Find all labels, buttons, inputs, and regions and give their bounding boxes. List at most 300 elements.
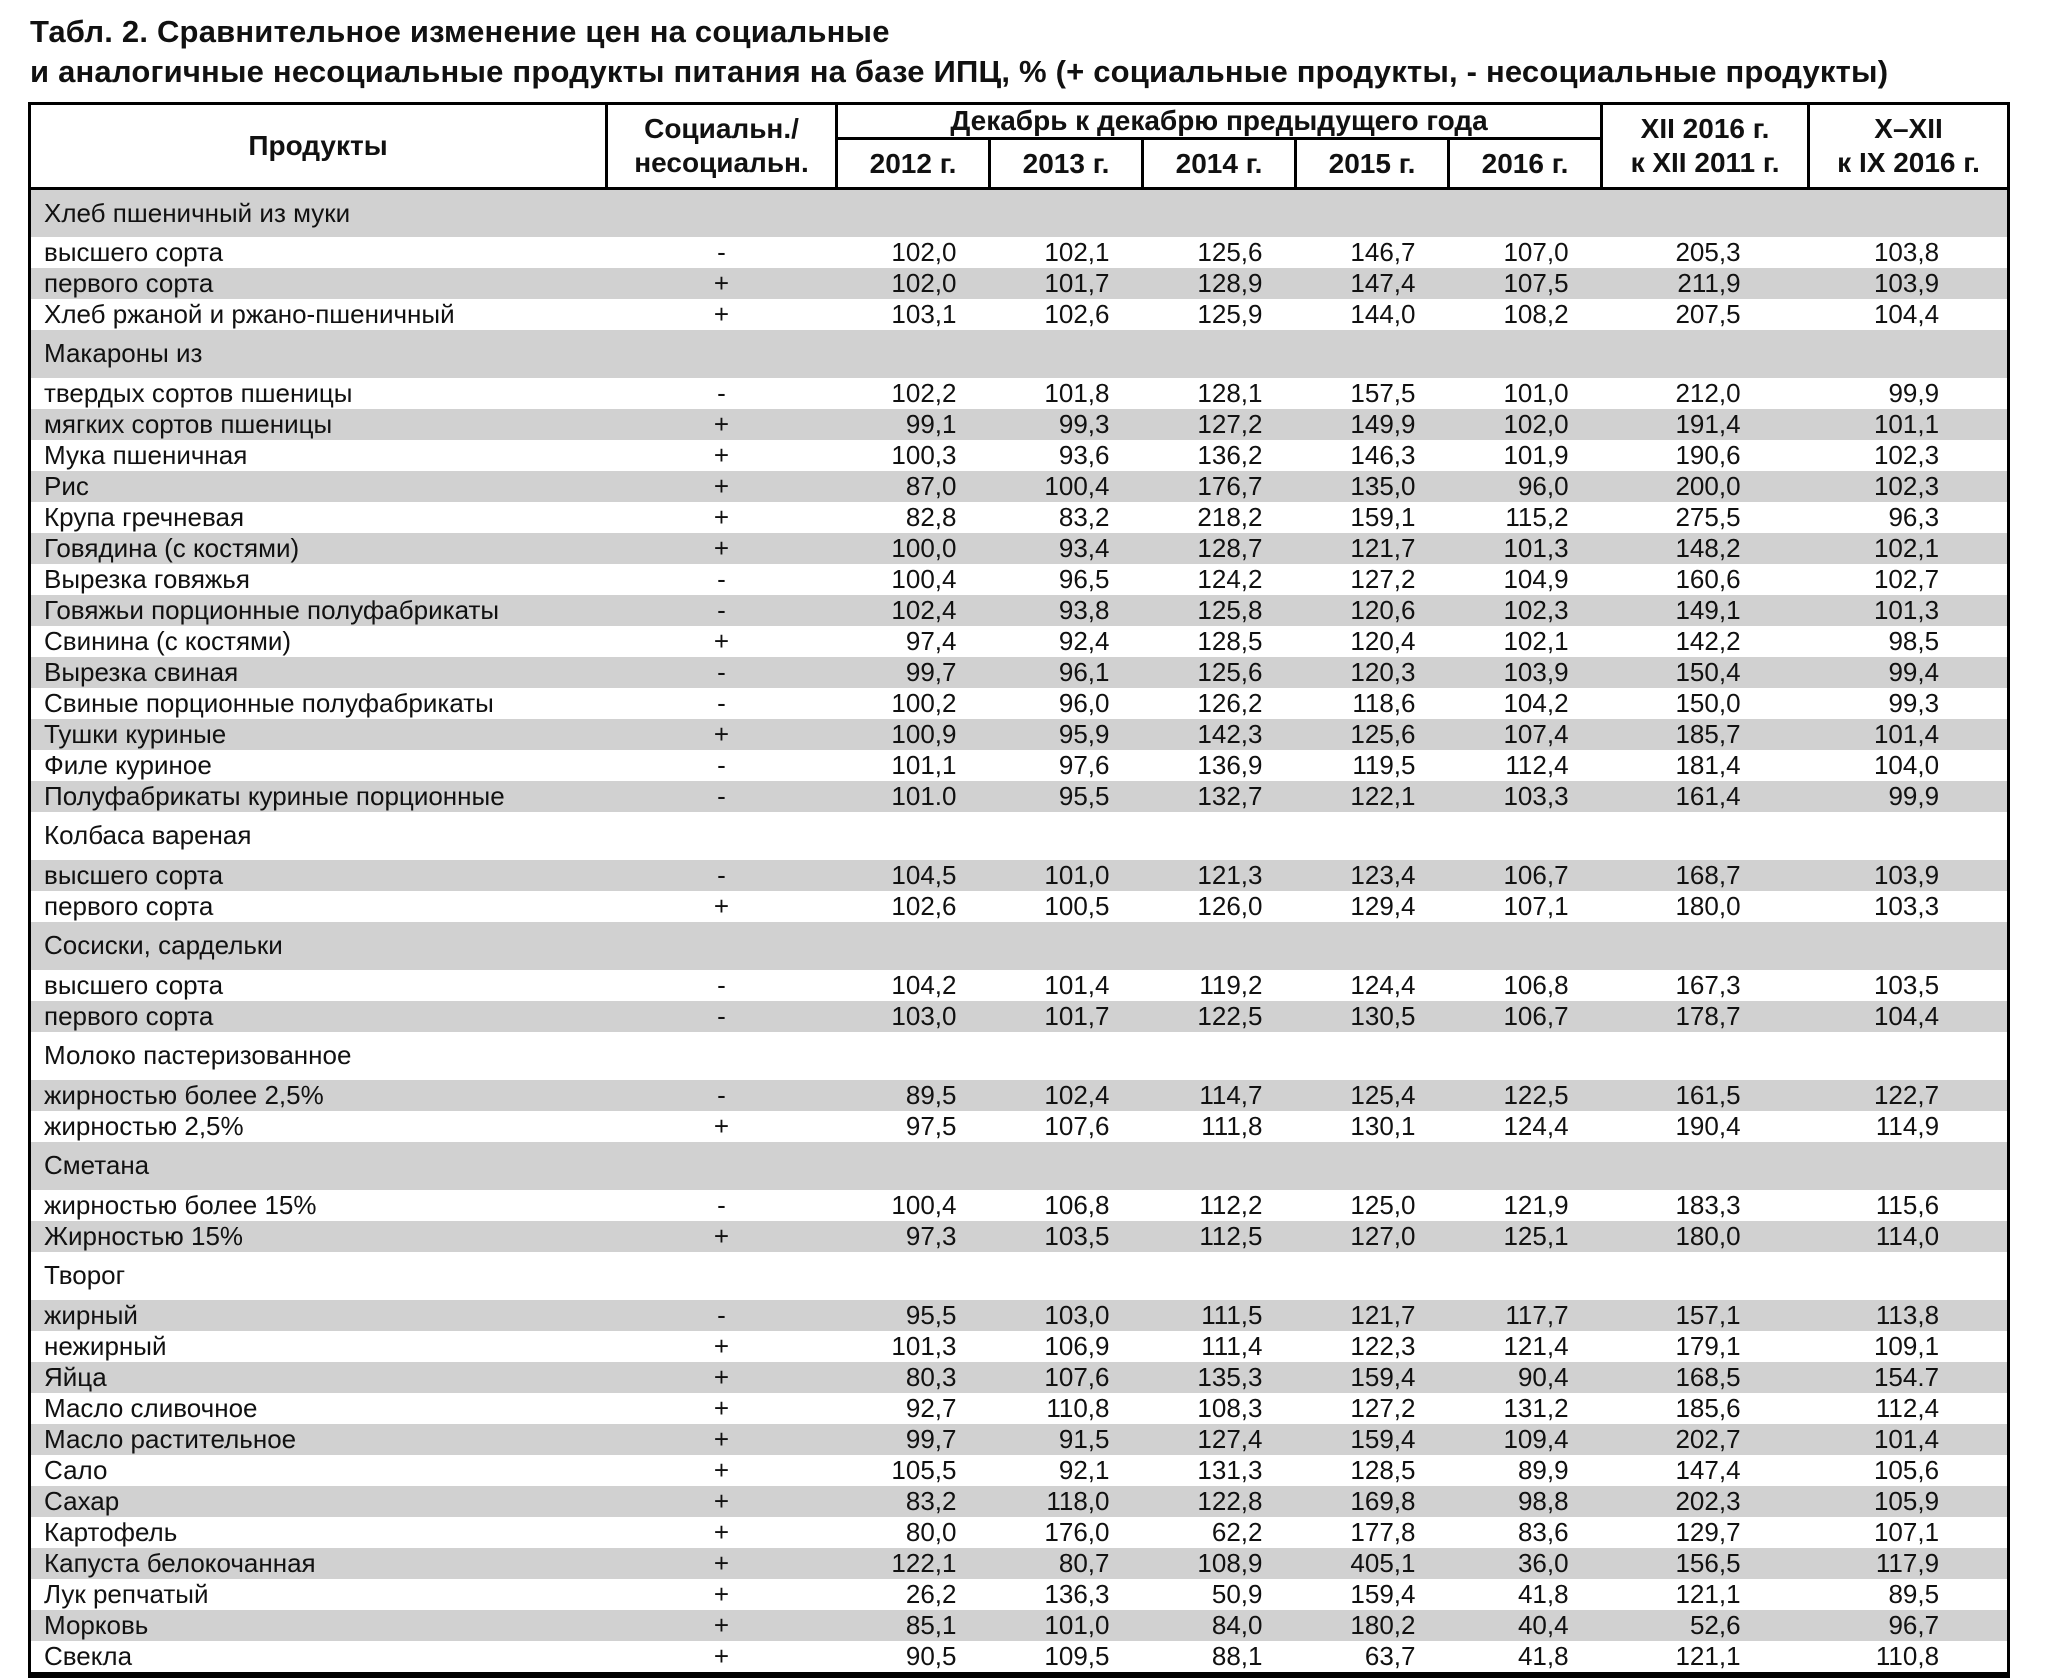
value-cell: 167,3 [1675,969,1741,1000]
value-cell: 127,2 [1197,408,1263,439]
group-label: Сметана [44,1150,150,1180]
social-sign: + [713,501,730,532]
group-label: Сосиски, сардельки [44,930,283,960]
value-cell: 121,7 [1350,532,1416,563]
value-cell: 97,3 [905,1220,957,1251]
value-cell: 101,8 [1044,377,1110,408]
value-cell: 107,6 [1044,1110,1110,1141]
product-name: жирностью более 15% [44,1189,317,1220]
value-cell: 93,8 [1058,594,1110,625]
header-x-xii-to-ix2016 [1809,104,2009,189]
social-sign: - [717,563,726,594]
value-cell: 102,0 [891,267,957,298]
value-cell: 405,1 [1350,1547,1416,1578]
value-cell: 96,7 [1888,1609,1940,1640]
value-cell: 101,0 [1044,1609,1110,1640]
value-cell: 207,5 [1675,298,1741,329]
table-row [30,781,2009,812]
value-cell: 101,3 [1873,594,1940,625]
table-row [30,502,2009,533]
value-cell: 185,7 [1675,718,1741,749]
product-name: первого сорта [44,1000,214,1031]
product-name: Говядина (с костями) [44,532,300,563]
value-cell: 99,7 [905,1423,957,1454]
table-row [30,1111,2009,1142]
value-cell: 108,2 [1503,298,1569,329]
value-cell: 105,6 [1873,1454,1940,1485]
value-cell: 99,9 [1888,377,1940,408]
value-cell: 122,7 [1873,1079,1940,1110]
value-cell: 84,0 [1211,1609,1263,1640]
value-cell: 147,4 [1350,267,1416,298]
value-cell: 123,4 [1350,859,1416,890]
title-line-1: Табл. 2. Сравнительное изменение цен на социальные [30,14,890,49]
value-cell: 125,9 [1197,298,1263,329]
group-row [30,1032,2009,1080]
social-sign: - [717,1189,726,1220]
value-cell: 99,3 [1058,408,1110,439]
header-year-2013: 2013 г. [990,139,1143,189]
product-name: высшего сорта [44,236,224,267]
value-cell: 80,3 [905,1361,957,1392]
value-cell: 105,5 [891,1454,957,1485]
value-cell: 100,4 [891,1189,957,1220]
value-cell: 121,9 [1503,1189,1569,1220]
product-name: Рис [44,470,89,501]
value-cell: 101,0 [1503,377,1569,408]
value-cell: 103,9 [1873,859,1940,890]
value-cell: 148,2 [1675,532,1741,563]
header-year-2014: 2014 г. [1143,139,1296,189]
table-row [30,299,2009,330]
value-cell: 190,6 [1675,439,1741,470]
table-row [30,657,2009,688]
value-cell: 131,2 [1503,1392,1569,1423]
value-cell: 142,3 [1197,718,1263,749]
table-row [30,750,2009,781]
value-cell: 131,3 [1197,1454,1263,1485]
table-row [30,471,2009,502]
value-cell: 83,2 [1058,501,1110,532]
value-cell: 125,1 [1503,1220,1569,1251]
table-row [30,1393,2009,1424]
table-row [30,1455,2009,1486]
value-cell: 26,2 [905,1578,957,1609]
value-cell: 125,4 [1350,1079,1416,1110]
social-sign: + [713,1609,730,1640]
value-cell: 98,5 [1888,625,1940,656]
value-cell: 90,4 [1517,1361,1569,1392]
value-cell: 122,8 [1197,1485,1263,1516]
value-cell: 107,4 [1503,718,1569,749]
value-cell: 96,5 [1058,563,1110,594]
table-row [30,1424,2009,1455]
value-cell: 101,4 [1044,969,1110,1000]
value-cell: 191,4 [1675,408,1741,439]
value-cell: 121,7 [1350,1299,1416,1330]
table-row [30,1486,2009,1517]
group-row [30,922,2009,970]
group-row [30,330,2009,378]
value-cell: 40,4 [1517,1609,1569,1640]
value-cell: 121,3 [1197,859,1263,890]
value-cell: 179,1 [1675,1330,1741,1361]
product-name: Мука пшеничная [44,439,248,470]
value-cell: 111,4 [1201,1330,1263,1361]
table-body [30,189,2009,1676]
value-cell: 96,0 [1517,470,1569,501]
value-cell: 109,1 [1873,1330,1940,1361]
value-cell: 105,9 [1873,1485,1940,1516]
value-cell: 83,6 [1517,1516,1569,1547]
table-title [0,0,2046,92]
social-sign: - [717,656,726,687]
social-sign: + [713,298,730,329]
table-row [30,1362,2009,1393]
value-cell: 101,3 [891,1330,957,1361]
value-cell: 118,0 [1046,1485,1110,1516]
value-cell: 156,5 [1675,1547,1741,1578]
table-row [30,860,2009,891]
product-name: Яйца [44,1361,107,1392]
value-cell: 180,0 [1675,890,1741,921]
value-cell: 112,4 [1505,749,1569,780]
value-cell: 87,0 [905,470,957,501]
product-name: Свинина (с костями) [44,625,292,656]
value-cell: 112,2 [1199,1189,1263,1220]
social-sign: + [713,1361,730,1392]
value-cell: 114,0 [1875,1220,1940,1251]
value-cell: 104,2 [891,969,957,1000]
value-cell: 100,9 [891,718,957,749]
table-row [30,268,2009,299]
value-cell: 180,2 [1350,1609,1416,1640]
value-cell: 127,2 [1350,563,1416,594]
value-cell: 136,2 [1197,439,1263,470]
table-row [30,1190,2009,1221]
value-cell: 104,5 [891,859,957,890]
value-cell: 157,1 [1675,1299,1741,1330]
value-cell: 101,1 [891,749,957,780]
table-row [30,1331,2009,1362]
product-name: Лук репчатый [44,1578,209,1609]
value-cell: 108,3 [1197,1392,1263,1423]
value-cell: 130,1 [1350,1110,1416,1141]
table-row [30,626,2009,657]
value-cell: 95,5 [1058,780,1110,811]
group-label: Хлеб пшеничный из муки [44,197,351,228]
value-cell: 102,3 [1503,594,1569,625]
social-sign: + [713,470,730,501]
value-cell: 142,2 [1675,625,1741,656]
value-cell: 82,8 [905,501,957,532]
value-cell: 80,7 [1058,1547,1110,1578]
value-cell: 103,8 [1873,236,1940,267]
value-cell: 115,2 [1505,501,1569,532]
product-name: Хлеб ржаной и ржано-пшеничный [44,298,455,329]
value-cell: 99,7 [905,656,957,687]
value-cell: 100,4 [1044,470,1110,501]
value-cell: 92,1 [1058,1454,1110,1485]
value-cell: 91,5 [1058,1423,1110,1454]
product-name: Тушки куриные [44,718,227,749]
value-cell: 126,2 [1197,687,1263,718]
value-cell: 112,4 [1875,1392,1940,1423]
value-cell: 104,9 [1503,563,1569,594]
value-cell: 154.7 [1873,1361,1940,1392]
social-sign: + [713,718,730,749]
table-row [30,1641,2009,1676]
value-cell: 109,5 [1044,1640,1110,1671]
product-name: Крупа гречневая [44,501,245,532]
social-sign: + [713,1578,730,1609]
value-cell: 122,1 [1350,780,1416,811]
table-row [30,1080,2009,1111]
value-cell: 159,4 [1350,1423,1416,1454]
table-header [30,104,2009,189]
value-cell: 108,9 [1197,1547,1263,1578]
group-row [30,1142,2009,1190]
value-cell: 100,5 [1044,890,1110,921]
group-row [30,812,2009,860]
value-cell: 159,4 [1350,1361,1416,1392]
table-row [30,237,2009,268]
value-cell: 106,8 [1044,1189,1110,1220]
value-cell: 107,6 [1044,1361,1110,1392]
header-social [607,104,837,189]
social-sign: + [713,1454,730,1485]
value-cell: 104,2 [1503,687,1569,718]
value-cell: 161,4 [1675,780,1741,811]
value-cell: 205,3 [1675,236,1741,267]
social-sign: + [713,625,730,656]
value-cell: 106,7 [1503,1000,1569,1031]
value-cell: 185,6 [1675,1392,1741,1423]
social-sign: - [717,969,726,1000]
value-cell: 102,6 [1044,298,1110,329]
value-cell: 97,5 [905,1110,957,1141]
value-cell: 102,0 [891,236,957,267]
value-cell: 125,6 [1197,656,1263,687]
value-cell: 97,4 [905,625,957,656]
value-cell: 149,9 [1350,408,1416,439]
value-cell: 83,2 [905,1485,957,1516]
value-cell: 126,0 [1197,890,1263,921]
value-cell: 150,0 [1675,687,1741,718]
value-cell: 118,6 [1352,687,1416,718]
social-sign: + [713,1423,730,1454]
value-cell: 100,2 [891,687,957,718]
header-social-line2: несоциальн. [634,147,809,178]
value-cell: 107,0 [1503,236,1569,267]
table-row [30,1548,2009,1579]
value-cell: 89,5 [1888,1578,1940,1609]
value-cell: 102,3 [1873,439,1940,470]
table-row [30,533,2009,564]
product-name: Капуста белокочанная [44,1547,316,1578]
table-row [30,1610,2009,1641]
value-cell: 100,0 [891,532,957,563]
table-row [30,891,2009,922]
social-sign: - [717,749,726,780]
value-cell: 101,7 [1044,267,1110,298]
group-label: Молоко пастеризованное [44,1040,352,1070]
product-name: Картофель [44,1516,178,1547]
value-cell: 114,9 [1875,1110,1940,1141]
product-name: нежирный [44,1330,167,1361]
value-cell: 211,9 [1677,267,1741,298]
social-sign: + [713,1392,730,1423]
value-cell: 101,3 [1503,532,1569,563]
value-cell: 120,6 [1350,594,1416,625]
value-cell: 97,6 [1058,749,1110,780]
social-sign: - [717,594,726,625]
product-name: высшего сорта [44,859,224,890]
value-cell: 103,3 [1873,890,1940,921]
value-cell: 202,7 [1675,1423,1741,1454]
value-cell: 121,1 [1675,1640,1741,1671]
social-sign: + [713,1485,730,1516]
value-cell: 147,4 [1675,1454,1741,1485]
header-col8-line2: к XII 2011 г. [1630,147,1780,178]
value-cell: 275,5 [1675,501,1741,532]
header-products: Продукты [30,104,607,189]
social-sign: + [713,1220,730,1251]
value-cell: 169,8 [1350,1485,1416,1516]
value-cell: 103,3 [1503,780,1569,811]
value-cell: 92,7 [905,1392,957,1423]
value-cell: 96,0 [1058,687,1110,718]
social-sign: + [713,1547,730,1578]
value-cell: 127,4 [1197,1423,1263,1454]
product-name: Вырезка говяжья [44,563,250,594]
table-row [30,1579,2009,1610]
value-cell: 114,7 [1199,1079,1263,1110]
header-social-line1: Социальн./ [644,113,799,144]
value-cell: 111,8 [1201,1110,1263,1141]
product-name: Морковь [44,1609,149,1640]
value-cell: 124,4 [1503,1110,1569,1141]
value-cell: 160,6 [1675,563,1741,594]
value-cell: 128,5 [1197,625,1263,656]
value-cell: 100,4 [891,563,957,594]
value-cell: 101,1 [1873,408,1940,439]
social-sign: - [717,780,726,811]
value-cell: 110,8 [1875,1640,1940,1671]
value-cell: 89,9 [1517,1454,1569,1485]
value-cell: 190,4 [1675,1110,1741,1141]
product-name: Масло растительное [44,1423,297,1454]
product-name: Свекла [44,1640,133,1671]
social-sign: - [717,1079,726,1110]
header-december-span: Декабрь к декабрю предыдущего года [837,104,1602,139]
social-sign: + [713,408,730,439]
value-cell: 90,5 [905,1640,957,1671]
social-sign: + [713,532,730,563]
product-name: Жирностью 15% [44,1220,244,1251]
value-cell: 102,2 [891,377,957,408]
value-cell: 157,5 [1350,377,1416,408]
value-cell: 111,5 [1201,1299,1263,1330]
value-cell: 117,7 [1505,1299,1569,1330]
value-cell: 103,5 [1044,1220,1110,1251]
table-row [30,1221,2009,1252]
table-row [30,1001,2009,1032]
group-row [30,189,2009,237]
value-cell: 176,7 [1197,470,1263,501]
value-cell: 103,5 [1873,969,1940,1000]
value-cell: 135,3 [1197,1361,1263,1392]
value-cell: 125,8 [1197,594,1263,625]
value-cell: 107,1 [1503,890,1569,921]
product-name: Сахар [44,1485,120,1516]
value-cell: 128,9 [1197,267,1263,298]
value-cell: 146,3 [1350,439,1416,470]
social-sign: + [713,1110,730,1141]
value-cell: 127,0 [1350,1220,1416,1251]
product-name: жирностью более 2,5% [44,1079,324,1110]
group-label: Творог [44,1260,126,1290]
value-cell: 104,0 [1873,749,1940,780]
table-row [30,378,2009,409]
value-cell: 168,7 [1675,859,1741,890]
value-cell: 136,3 [1044,1578,1110,1609]
value-cell: 181,4 [1675,749,1741,780]
value-cell: 102,1 [1044,236,1110,267]
value-cell: 149,1 [1675,594,1741,625]
product-name: жирностью 2,5% [44,1110,244,1141]
product-name: Масло сливочное [44,1392,258,1423]
product-name: Говяжьи порционные полуфабрикаты [44,594,500,625]
value-cell: 99,1 [905,408,957,439]
value-cell: 104,4 [1873,298,1940,329]
value-cell: 102,3 [1873,470,1940,501]
value-cell: 183,3 [1675,1189,1741,1220]
value-cell: 121,4 [1503,1330,1569,1361]
value-cell: 102,0 [1503,408,1569,439]
value-cell: 122,5 [1503,1079,1569,1110]
value-cell: 62,2 [1211,1516,1263,1547]
product-name: первого сорта [44,890,214,921]
header-col8-line1: XII 2016 г. [1640,113,1770,144]
value-cell: 117,9 [1875,1547,1940,1578]
value-cell: 106,7 [1503,859,1569,890]
value-cell: 99,3 [1888,687,1940,718]
header-xii2016-to-xii2011 [1602,104,1809,189]
value-cell: 161,5 [1675,1079,1741,1110]
value-cell: 102,4 [1044,1079,1110,1110]
value-cell: 101,0 [1044,859,1110,890]
value-cell: 127,2 [1350,1392,1416,1423]
title-line-2: и аналогичные несоциальные продукты питания на базе ИПЦ, % (+ социальные продукты, - несоциальные продукты) [30,54,1889,89]
value-cell: 101,7 [1044,1000,1110,1031]
value-cell: 103,0 [891,1000,957,1031]
value-cell: 99,9 [1888,780,1940,811]
value-cell: 80,0 [905,1516,957,1547]
table-row [30,1517,2009,1548]
value-cell: 146,7 [1350,236,1416,267]
social-sign: + [713,439,730,470]
product-name: Полуфабрикаты куриные порционные [44,780,505,811]
value-cell: 178,7 [1675,1000,1741,1031]
value-cell: 218,2 [1197,501,1263,532]
value-cell: 130,5 [1350,1000,1416,1031]
value-cell: 107,1 [1873,1516,1940,1547]
value-cell: 135,0 [1350,470,1416,501]
product-name: Филе куриное [44,749,212,780]
value-cell: 128,7 [1197,532,1263,563]
value-cell: 104,4 [1873,1000,1940,1031]
